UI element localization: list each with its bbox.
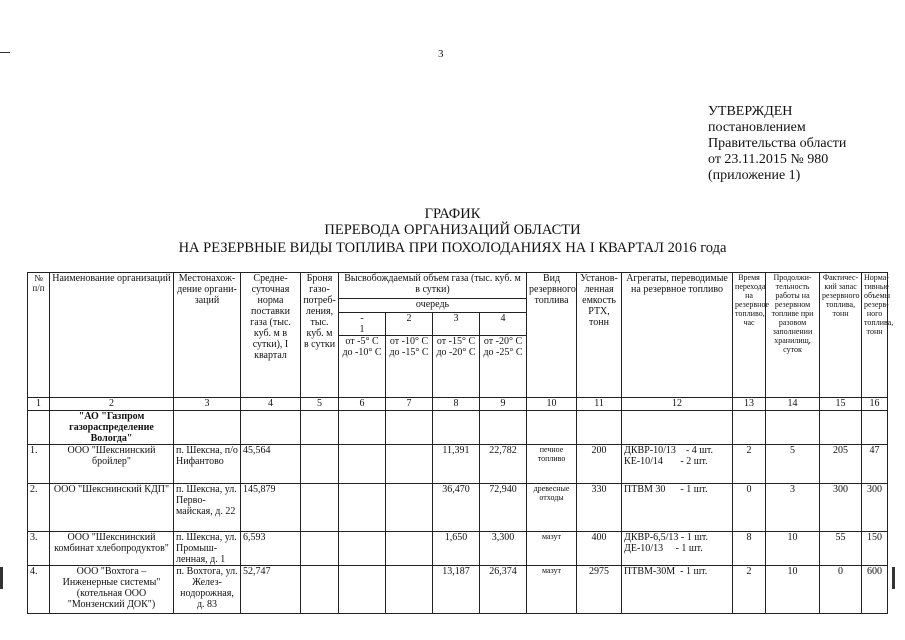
row-switch: 0 — [733, 484, 766, 532]
header-stage-2: 2 — [386, 313, 433, 336]
column-index: 4 — [241, 398, 301, 411]
row-stage-2 — [386, 484, 433, 532]
header-stage-3: 3 — [433, 313, 480, 336]
header-capacity: Установ-ленная емкость РТХ, тонн — [577, 273, 622, 398]
column-index: 14 — [766, 398, 820, 411]
row-duration: 3 — [766, 484, 820, 532]
header-temp-2: от -10° С до -15° С — [386, 336, 433, 398]
column-index: 10 — [527, 398, 577, 411]
header-actual-stock: Фактичес-кий запас резервного топлива, тонн — [820, 273, 862, 398]
header-normative: Норма-тивные объемы резерв-ного топлива, тонн — [862, 273, 888, 398]
row-stage-4: 3,300 — [480, 532, 527, 566]
row-units — [622, 484, 733, 532]
row-capacity: 200 — [577, 445, 622, 484]
column-index: 6 — [339, 398, 386, 411]
row-duration: 10 — [766, 566, 820, 614]
row-reserve — [301, 532, 339, 566]
row-units — [622, 566, 733, 614]
row-norm: 145,879 — [241, 484, 301, 532]
row-stage-1 — [339, 532, 386, 566]
unit-line: КЕ-10/14 - 2 шт. — [624, 456, 708, 467]
column-index: 15 — [820, 398, 862, 411]
scan-edge-mark — [0, 52, 10, 53]
row-location: п. Шексна, ул. Промыш-ленная, д. 1 — [174, 532, 241, 566]
column-index: 7 — [386, 398, 433, 411]
unit-line: ДЕ-10/13 - 1 шт. — [624, 543, 703, 554]
header-switch-time: Время перехода на резервное топливо, час — [733, 273, 766, 398]
header-temp-1: от -5° С до -10° С — [339, 336, 386, 398]
approval-line: Правительства области — [708, 136, 847, 151]
table-row — [28, 445, 888, 484]
header-stage-label: очередь — [415, 299, 450, 310]
row-location: п. Шексна, п/о Нифантово — [174, 445, 241, 484]
row-stage-1 — [339, 445, 386, 484]
header-norm: Средне-суточная норма поставки газа (тыс. куб. м в сутки), I квартал — [241, 273, 301, 398]
scan-edge-mark — [892, 567, 895, 589]
row-normative: 47 — [862, 445, 888, 484]
table-row — [28, 484, 888, 532]
row-reserve — [301, 566, 339, 614]
approval-line: от 23.11.2015 № 980 — [708, 152, 829, 167]
row-units — [622, 532, 733, 566]
header-stage-1 — [339, 313, 386, 336]
column-index: 16 — [862, 398, 888, 411]
row-fuel: мазут — [527, 532, 577, 566]
header-released-volume: Высвобождаемый объем газа (тыс. куб. м в сутки) — [339, 273, 527, 299]
scan-edge-mark — [0, 567, 3, 589]
header-units: Агрегаты, переводимые на резервное топливо — [622, 273, 733, 398]
column-index: 1 — [28, 398, 50, 411]
header-stage — [339, 299, 527, 313]
row-norm: 6,593 — [241, 532, 301, 566]
row-stage-2 — [386, 445, 433, 484]
row-fuel: мазут — [527, 566, 577, 614]
row-num: 4. — [28, 566, 50, 614]
row-duration: 5 — [766, 445, 820, 484]
row-stage-1 — [339, 484, 386, 532]
document-title: ГРАФИК — [424, 206, 481, 222]
row-location: п. Шексна, ул. Перво-майская, д. 22 — [174, 484, 241, 532]
row-num: 1. — [28, 445, 50, 484]
document-subtitle: ПЕРЕВОДА ОРГАНИЗАЦИЙ ОБЛАСТИ — [324, 222, 581, 238]
row-stage-2 — [386, 566, 433, 614]
row-capacity: 400 — [577, 532, 622, 566]
row-switch: 2 — [733, 566, 766, 614]
column-index: 8 — [433, 398, 480, 411]
header-fuel-type: Вид резервного топлива — [527, 273, 577, 398]
row-stage-3: 36,470 — [433, 484, 480, 532]
row-capacity: 2975 — [577, 566, 622, 614]
row-units — [622, 445, 733, 484]
column-index: 3 — [174, 398, 241, 411]
row-stage-4: 26,374 — [480, 566, 527, 614]
row-duration: 10 — [766, 532, 820, 566]
table-row — [28, 566, 888, 614]
column-index: 12 — [622, 398, 733, 411]
row-stage-1 — [339, 566, 386, 614]
unit-line: ДКВР-10/13 - 4 шт. — [624, 445, 714, 456]
group-heading: "АО "Газпром газораспределение Вологда" — [50, 411, 174, 445]
row-name: ООО "Вохтога – Инженерные системы" (котельная ООО "Монзенский ДОК") — [50, 566, 174, 614]
row-switch: 2 — [733, 445, 766, 484]
column-index: 5 — [301, 398, 339, 411]
row-num: 3. — [28, 532, 50, 566]
column-index: 13 — [733, 398, 766, 411]
row-actual: 300 — [820, 484, 862, 532]
row-stage-2 — [386, 532, 433, 566]
row-normative: 600 — [862, 566, 888, 614]
approval-line: постановлением — [708, 120, 806, 135]
row-norm: 45,564 — [241, 445, 301, 484]
page-number: 3 — [438, 48, 444, 60]
document-subtitle-2: НА РЕЗЕРВНЫЕ ВИДЫ ТОПЛИВА ПРИ ПОХОЛОДАНИЯХ НА I КВАРТАЛ 2016 года — [178, 240, 727, 256]
header-num: № п/п — [28, 273, 50, 398]
row-normative: 150 — [862, 532, 888, 566]
unit-line: ПТВМ 30 - 1 шт. — [624, 484, 708, 495]
row-reserve — [301, 445, 339, 484]
header-stage-mark: - — [360, 313, 364, 324]
row-reserve — [301, 484, 339, 532]
approval-line: (приложение 1) — [708, 168, 801, 183]
table-row — [28, 532, 888, 566]
row-actual: 55 — [820, 532, 862, 566]
header-stage-4: 4 — [480, 313, 527, 336]
header-stage-1-label: 1 — [359, 324, 365, 335]
row-stage-4: 22,782 — [480, 445, 527, 484]
unit-line: ПТВМ-30М - 1 шт. — [624, 566, 708, 577]
approval-stamp — [708, 104, 846, 184]
header-name: Наименование организаций — [50, 273, 174, 398]
row-num: 2. — [28, 484, 50, 532]
row-capacity: 330 — [577, 484, 622, 532]
row-name: ООО "Шекснинский бройлер" — [50, 445, 174, 484]
header-location: Местонахож-дение органи-заций — [174, 273, 241, 398]
unit-line: ДКВР-6,5/13 - 1 шт. — [624, 532, 709, 543]
column-index: 2 — [50, 398, 174, 411]
row-stage-3: 1,650 — [433, 532, 480, 566]
row-name: ООО "Шекснинский комбинат хлебопродуктов" — [50, 532, 174, 566]
row-normative: 300 — [862, 484, 888, 532]
column-index: 11 — [577, 398, 622, 411]
header-reserve: Броня газо-потреб-ления, тыс. куб. м в сутки — [301, 273, 339, 398]
row-stage-3: 13,187 — [433, 566, 480, 614]
header-temp-4: от -20° С до -25° С — [480, 336, 527, 398]
row-stage-4: 72,940 — [480, 484, 527, 532]
row-actual: 205 — [820, 445, 862, 484]
row-fuel: печное топливо — [527, 445, 577, 484]
header-temp-3: от -15° С до -20° С — [433, 336, 480, 398]
row-norm: 52,747 — [241, 566, 301, 614]
row-switch: 8 — [733, 532, 766, 566]
row-actual: 0 — [820, 566, 862, 614]
approval-line: УТВЕРЖДЕН — [708, 104, 793, 119]
header-duration: Продолжи-тельность работы на резервном топливе при разовом заполнении хранилищ, суток — [766, 273, 820, 398]
row-stage-3: 11,391 — [433, 445, 480, 484]
row-fuel: древесные отходы — [527, 484, 577, 532]
column-index: 9 — [480, 398, 527, 411]
row-name: ООО "Шекснинский КДП" — [50, 484, 174, 532]
row-location: п. Вохтога, ул. Желез-нодорожная, д. 83 — [174, 566, 241, 614]
fuel-schedule-table — [27, 272, 894, 614]
